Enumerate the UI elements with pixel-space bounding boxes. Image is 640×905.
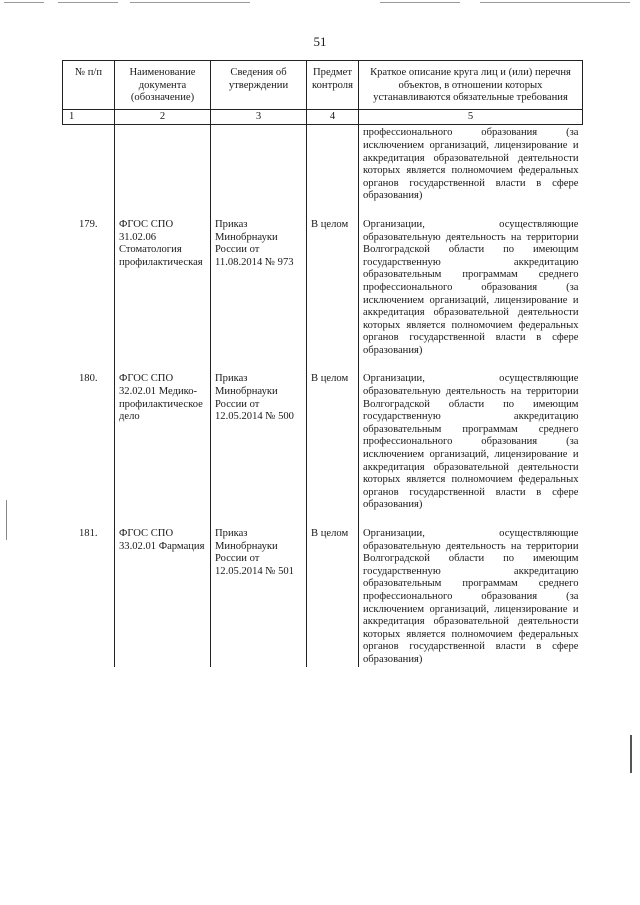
scan-edge-artifact xyxy=(0,0,640,6)
table-header-row xyxy=(63,61,583,110)
header-document-name: Наименование документа (обозначение) xyxy=(115,61,211,110)
table-row xyxy=(63,512,583,667)
header-control-subject: Предмет контроля xyxy=(307,61,359,110)
requirements-table xyxy=(62,60,583,667)
description: Организации, осуществляющие образовательную деятельность на территории Волгоградской области по имеющим государственную аккредитацию образовательным программам среднего профессионального образования (за исключением организаций, лицензирование и аккредитация образовательной деятельности которых является полномочием федеральных органов государственной власти в сфере образования) xyxy=(359,357,583,512)
column-number: 1 xyxy=(63,109,115,125)
approval-info: Приказ Минобрнауки России от 12.05.2014 № 501 xyxy=(211,512,307,667)
description: Организации, осуществляющие образовательную деятельность на территории Волгоградской области по имеющим государственную аккредитацию образовательным программам среднего профессионального образования (за исключением организаций, лицензирование и аккредитация образовательной деятельности которых является полномочием федеральных органов государственной власти в сфере образования) xyxy=(359,203,583,358)
page-number: 51 xyxy=(313,34,327,49)
header-approval: Сведения об утверждении xyxy=(211,61,307,110)
row-number: 180. xyxy=(78,373,98,385)
scan-margin-mark xyxy=(6,500,7,540)
table-row xyxy=(63,203,583,358)
description: Организации, осуществляющие образовательную деятельность на территории Волгоградской области по имеющим государственную аккредитацию образовательным программам среднего профессионального образования (за исключением организаций, лицензирование и аккредитация образовательной деятельности которых является полномочием федеральных органов государственной власти в сфере образования) xyxy=(359,512,583,667)
row-number: 179. xyxy=(78,218,98,230)
control-subject: В целом xyxy=(307,203,359,358)
table-row-continuation xyxy=(63,125,583,203)
header-number: № п/п xyxy=(63,61,115,110)
document-name: ФГОС СПО 33.02.01 Фармация xyxy=(115,512,211,667)
header-description: Краткое описание круга лиц и (или) перечня объектов, в отношении которых устанавливаются обязательные требования xyxy=(359,61,583,110)
row-number: 181. xyxy=(78,528,98,539)
table-row xyxy=(63,357,583,512)
control-subject: В целом xyxy=(307,357,359,512)
column-number: 2 xyxy=(115,109,211,125)
column-numbers-row xyxy=(63,109,583,125)
approval-info: Приказ Минобрнауки России от 11.08.2014 № 973 xyxy=(211,203,307,358)
approval-info: Приказ Минобрнауки России от 12.05.2014 № 500 xyxy=(211,357,307,512)
scan-margin-mark xyxy=(630,735,632,773)
column-number: 4 xyxy=(307,109,359,125)
column-number: 5 xyxy=(359,109,583,125)
continuation-description: профессионального образования (за исключением организаций, лицензирование и аккредитация образовательной деятельности которых является полномочием федеральных органов государственной власти в сфере образования) xyxy=(359,125,583,203)
column-number: 3 xyxy=(211,109,307,125)
document-name: ФГОС СПО 32.02.01 Медико-профилактическое дело xyxy=(115,357,211,512)
document-name: ФГОС СПО 31.02.06 Стоматология профилактическая xyxy=(115,203,211,358)
control-subject: В целом xyxy=(307,512,359,667)
